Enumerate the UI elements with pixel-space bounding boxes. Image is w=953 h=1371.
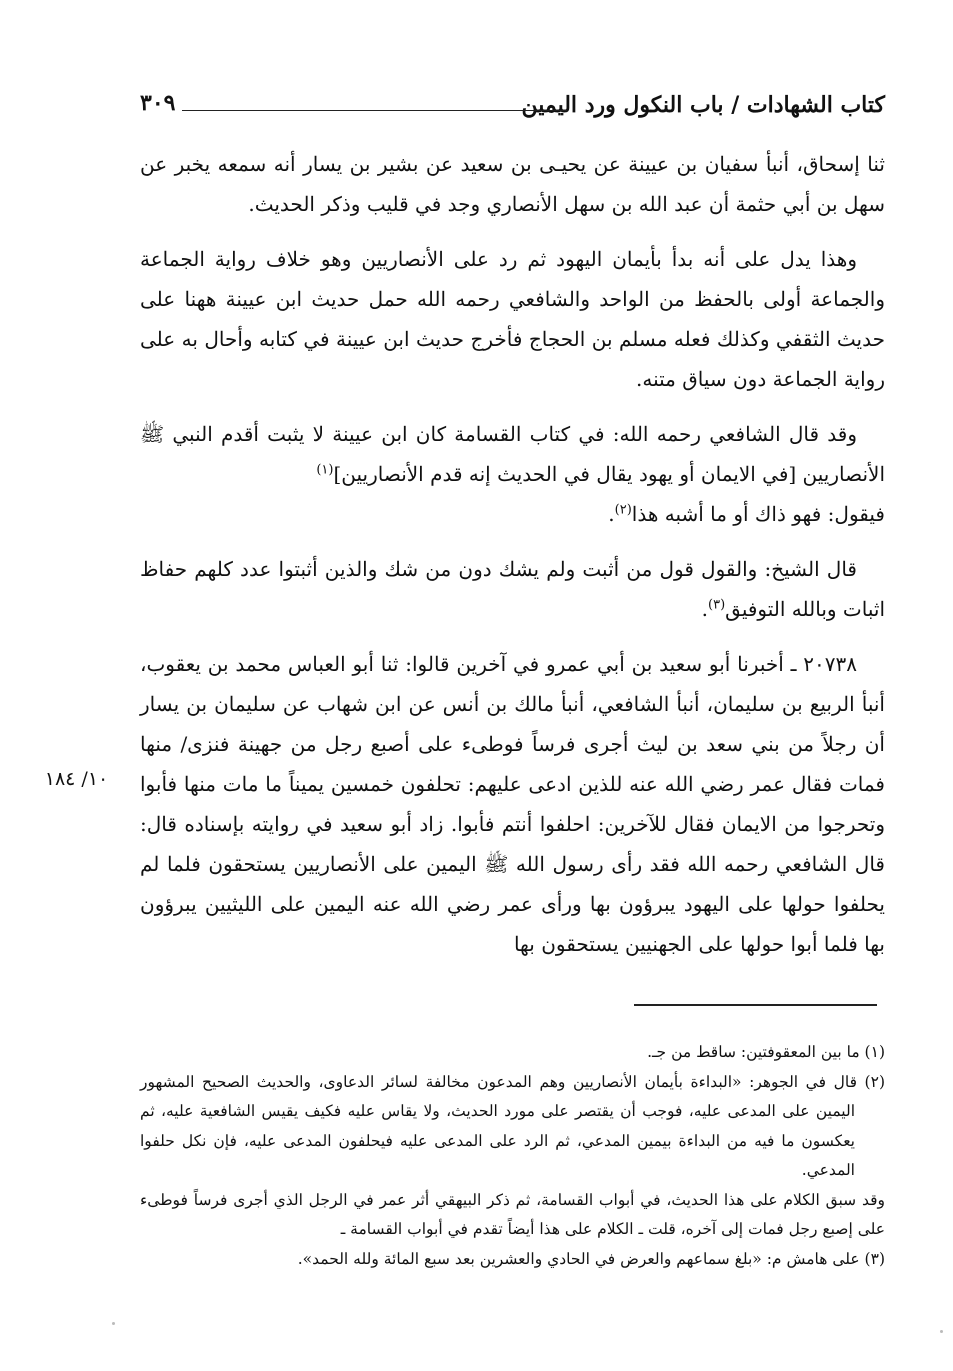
running-head bbox=[140, 90, 885, 130]
margin-volume-page-note: ١٠/ ١٨٤ bbox=[44, 768, 109, 790]
paragraph-hadith-20738: ٢٠٧٣٨ ـ أخبرنا أبو سعيد بن أبي عمرو في آخرين قالوا: ثنا أبو العباس محمد بن يعقوب، أنبأ الربيع بن سليمان، أنبأ الشافعي، أنبأ مالك بن أنس عن ابن شهاب عن سليمان بن يسار أن رجلاً من بني سعد بن ليث أجرى فرساً فوطىء على أصبع رجل من جهينة فنزى/ منها فمات فقال عمر رضي الله عنه للذين ادعى عليهم: تحلفون خمسين يميناً ما مات منها فأبوا وتحرجوا من الايمان فقال للآخرين: احلفوا أنتم فأبوا. زاد أبو سعيد في روايته بإسناده قال: قال الشافعي رحمه الله فقد رأى رسول الله ﷺ اليمين على الأنصاريين يستحقون فلما لم يحلفوا حولها على اليهود يبرؤون بها ورأى عمر رضي الله عنه اليمين على الليثيين يبرؤون بها فلما أبوا حولها على الجهنيين يستحقون بها bbox=[140, 652, 885, 956]
paragraph-isnad: ثنا إسحاق، أنبأ سفيان بن عيينة عن يحيـى بن سعيد عن بشير بن يسار أنه سمعه يخبر عن سهل بن أبي حثمة أن عبد الله بن سهل الأنصاري وجد في قليب وذكر الحديث. bbox=[140, 152, 885, 216]
footnote-2-continuation: وقد سبق الكلام على هذا الحديث، في أبواب القسامة، ثم ذكر البيهقي أثر عمر في الرجل الذي أجرى فرساً فوطىء على إصبع رجل فمات إلى آخره، قلت ـ الكلام على هذا أيضاً تقدم في أبواب القسامة ـ bbox=[140, 1190, 885, 1238]
footnote-ref-1[interactable]: (١) bbox=[316, 462, 334, 478]
footnotes bbox=[140, 1038, 885, 1274]
running-head-rule bbox=[182, 110, 567, 111]
page-number: ٣٠٩ bbox=[140, 90, 176, 116]
scan-speck bbox=[940, 1330, 943, 1333]
paragraph-commentary: وهذا يدل على أنه بدأ بأيمان اليهود ثم رد على الأنصاريين وهو خلاف رواية الجماعة والجماعة أولى بالحفظ من الواحد والشافعي رحمه الله حمل حديث ابن عيينة ههنا على حديث الثقفي وكذلك فعله مسلم بن الحجاج فأخرج حديث ابن عيينة في كتابه وأحال به على رواية الجماعة دون سياق متنه. bbox=[140, 247, 885, 391]
running-head-title: كتاب الشهادات / باب النكول ورد اليمين bbox=[521, 92, 885, 118]
footnote-ref-3[interactable]: (٣) bbox=[708, 597, 726, 613]
footnote-separator bbox=[634, 1004, 877, 1006]
paragraph-shaykh-statement: قال الشيخ: والقول قول من أثبت ولم يشك دون من شك والذين أثبتوا عدد كلهم حفاظ اثبات وبالله التوفيق$^{(٣)}$. bbox=[140, 557, 885, 621]
footnote-1: (١) ما بين المعقوفتين: ساقط من جـ. bbox=[647, 1043, 885, 1061]
paragraph-shafii-statement: وقد قال الشافعي رحمه الله: في كتاب القسامة كان ابن عيينة لا يثبت أقدم النبي ﷺ الأنصاريين [في الايمان أو يهود يقال في الحديث إنه قدم الأنصاريين]$^{(١)}$ فيقول: فهو ذاك أو ما أشبه هذا$^{(٢)}$. bbox=[140, 422, 885, 526]
footnote-2: (٢) قال في الجوهر: «البداءة بأيمان الأنصاريين وهم المدعون مخالفة لسائر الدعاوى، والحديث الصحيح المشهور اليمين على المدعى عليه، فوجب أن يقتصر على مورد الحديث، ولا يقاس عليه فكيف يقيس الشافعية عليه، ثم يعكسون ما فيه من البداءة بيمين المدعي، ثم الرد على المدعى عليه فيحلفون المدعى عليه، فإن نكل حلفوا المدعي. bbox=[140, 1072, 885, 1179]
footnote-3: (٣) على هامش م: «بلغ سماعهم والعرض في الحادي والعشرين بعد سبع المائة ولله الحمد». bbox=[297, 1249, 885, 1268]
main-text bbox=[140, 144, 885, 979]
scan-speck bbox=[112, 1322, 115, 1325]
footnote-ref-2[interactable]: (٢) bbox=[614, 502, 632, 518]
